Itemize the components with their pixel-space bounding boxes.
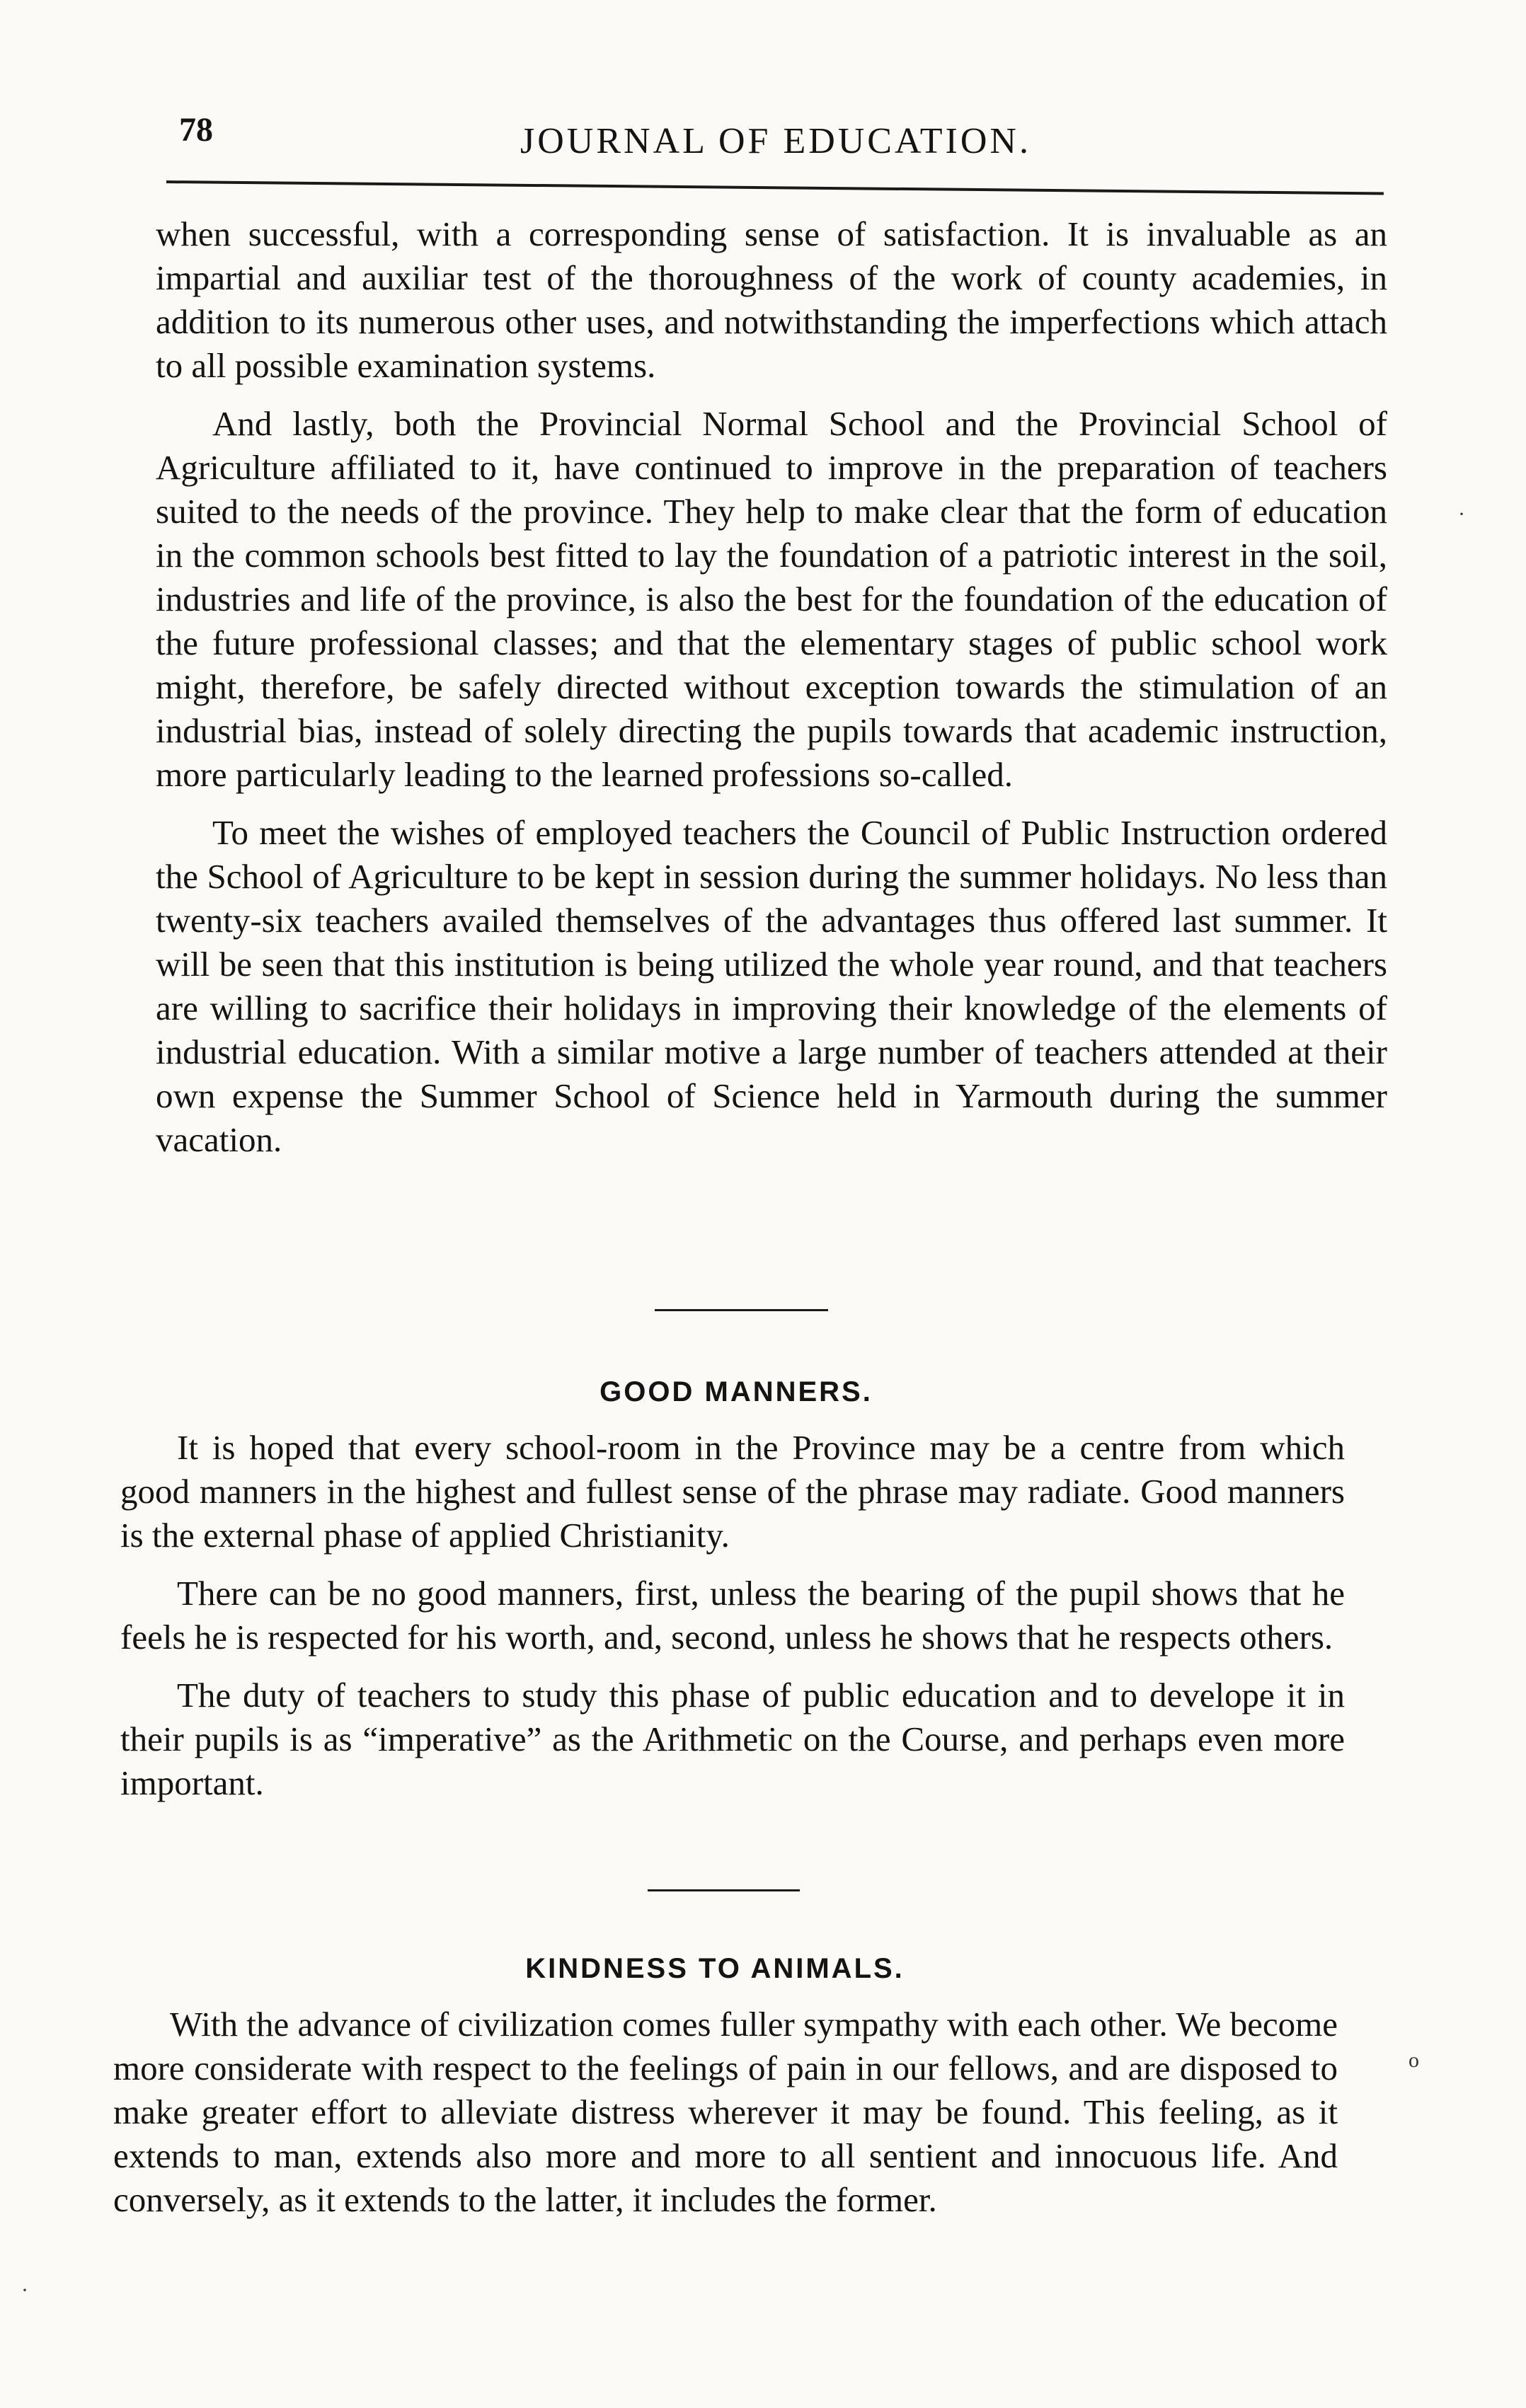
page-header (166, 99, 1384, 177)
page-number: 78 (179, 111, 213, 149)
intro-section (156, 212, 1387, 1162)
intro-paragraph-3: To meet the wishes of employed teachers the Council of Public Instruction ordered the School of Agriculture to be kept in session during the summer holidays. No less than twenty-six teachers availed themselves of the advantages thus offered last summer. It will be seen that this institution is being utilized the whole year round, and that teachers are willing to sacrifice their holidays in improving their knowledge of the elements of industrial education. With a similar motive a large number of teachers attended at their own expense the Summer School of Science held in Yarmouth during the summer vacation. (156, 813, 1387, 1159)
good-manners-paragraph-1: It is hoped that every school-room in the Province may be a centre from which good manners in the highest and fullest sense of the phrase may radiate. Good manners is the external phase of applied Christianity. (120, 1428, 1345, 1555)
margin-speck-3: · (21, 2279, 28, 2302)
intro-paragraph-2: And lastly, both the Provincial Normal School and the Provincial School of Agriculture affiliated to it, have continued to improve in the preparation of teachers suited to the needs of the province. They help to make clear that the form of education in the common schools best fitted to lay the foundation of a patriotic interest in the soil, industries and life of the province, is also the best for the foundation of the education of the future professional classes; and that the elementary stages of public school work might, therefore, be safely directed without exception towards the stimulation of an industrial bias, instead of solely directing the pupils towards that academic instruction, more particularly leading to the learned professions so-called. (156, 404, 1387, 794)
kindness-paragraph-1: With the advance of civilization comes fuller sympathy with each other. We become more considerate with respect to the feelings of pain in our fellows, and are disposed to make greater effort to alleviate distress wherever it may be found. This feeling, as it extends to man, extends also more and more to all sentient and innocuous life. And conversely, as it extends to the latter, it includes the former. (113, 2005, 1338, 2219)
intro-paragraph-1: when successful, with a corresponding sense of satisfaction. It is invaluable as an impartial and auxiliar test of the thoroughness of the work of county academies, in addition to its numerous other uses, and notwithstanding the imperfections which attach to all possible examination systems. (156, 214, 1387, 385)
good-manners-heading: GOOD MANNERS. (600, 1376, 873, 1407)
margin-speck-1: · (1458, 502, 1465, 526)
journal-title: JOURNAL OF EDUCATION. (520, 121, 1031, 161)
margin-speck-2: o (1409, 2049, 1419, 2072)
section-divider-2 (648, 1889, 800, 1891)
good-manners-paragraph-2: There can be no good manners, first, unless the bearing of the pupil shows that he feels he is respected for his worth, and, second, unless he shows that he respects others. (120, 1574, 1345, 1657)
kindness-to-animals-section (113, 2003, 1338, 2222)
section-divider-1 (655, 1309, 828, 1311)
header-rule (166, 180, 1384, 195)
good-manners-section (120, 1426, 1345, 1805)
good-manners-paragraph-3: The duty of teachers to study this phase of public education and to develope it in their pupils is as “imperative” as the Arithmetic on the Course, and perhaps even more important. (120, 1676, 1345, 1802)
kindness-to-animals-heading: KINDNESS TO ANIMALS. (525, 1953, 905, 1984)
